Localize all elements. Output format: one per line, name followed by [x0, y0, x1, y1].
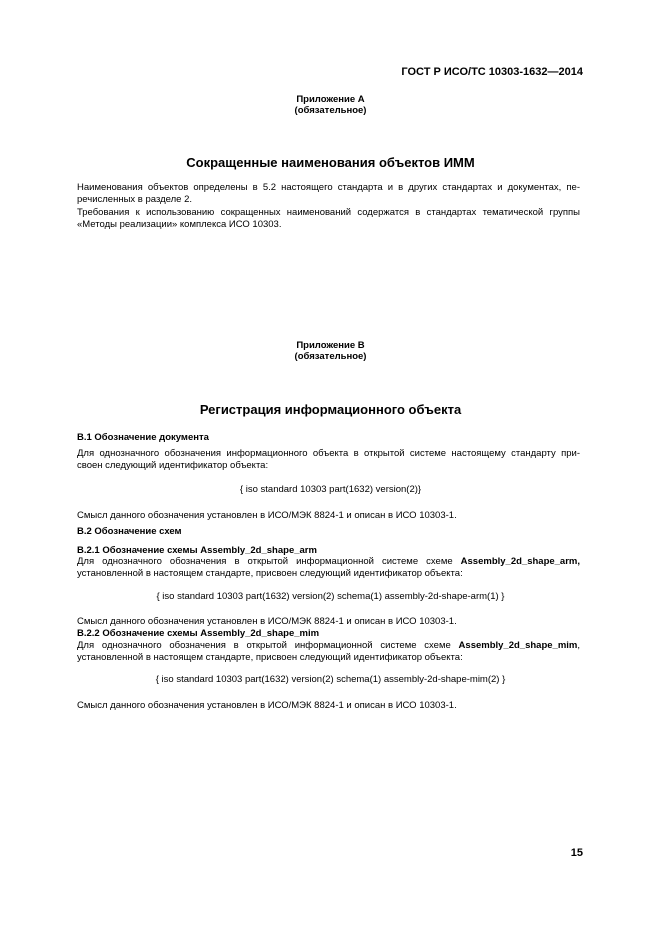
section-b1-paragraph-line-2: своен следующий идентификатор объекта: — [77, 460, 269, 471]
section-b21-paragraph-line-1 — [77, 556, 580, 569]
section-b1-identifier: { iso standard 10303 part(1632) version(2)} — [239, 484, 422, 495]
section-b21-paragraph-line-2: установленной в настоящем стандарте, присвоен следующий идентификатор объекта: — [77, 568, 463, 579]
annex-a-title: Сокращенные наименования объектов ИММ — [186, 155, 475, 170]
annex-a-paragraph-2-line-2: «Методы реализации» комплекса ИСО 10303. — [77, 219, 282, 230]
annex-b-label: Приложение В — [296, 340, 365, 351]
annex-a-label: Приложение А — [296, 94, 365, 105]
section-b21-schema-name: Assembly_2d_shape_arm, — [460, 556, 580, 567]
section-b22-p-pre: Для однозначного обозначения в открытой информационной системе схеме — [77, 640, 459, 651]
annex-a-p1-l1-text: Наименования объектов определены в 5.2 настоящего стандарта и в других стандартах и документах, пе- — [77, 182, 580, 193]
annex-a-paragraph-1-line-1 — [77, 182, 580, 195]
section-b22-paragraph-line-1 — [77, 640, 580, 653]
annex-b-title: Регистрация информационного объекта — [199, 402, 462, 417]
section-b2-heading: В.2 Обозначение схем — [77, 526, 182, 537]
section-b22-note: Смысл данного обозначения установлен в ИСО/МЭК 8824-1 и описан в ИСО 10303-1. — [77, 700, 457, 711]
annex-a-paragraph-1-line-2: речисленных в разделе 2. — [77, 194, 192, 205]
section-b21-p-pre: Для однозначного обозначения в открытой информационной системе схеме — [77, 556, 461, 567]
section-b1-note: Смысл данного обозначения установлен в ИСО/МЭК 8824-1 и описан в ИСО 10303-1. — [77, 510, 457, 521]
annex-a-status: (обязательное) — [294, 105, 367, 116]
section-b22-p-post: , — [577, 640, 580, 651]
section-b21-identifier: { iso standard 10303 part(1632) version(2) schema(1) assembly-2d-shape-arm(1) } — [156, 591, 505, 602]
section-b1-paragraph-line-1: Для однозначного обозначения информационного объекта в открытой системе настоящему стандарту при- — [77, 448, 580, 459]
section-b21-note: Смысл данного обозначения установлен в ИСО/МЭК 8824-1 и описан в ИСО 10303-1. — [77, 616, 457, 627]
section-b22-heading: В.2.2 Обозначение схемы Assembly_2d_shape_mim — [77, 628, 320, 639]
page-number: 15 — [570, 847, 583, 859]
annex-a-paragraph-2-line-1: Требования к использованию сокращенных наименований содержатся в стандартах тематической группы — [77, 207, 580, 218]
section-b21-heading: В.2.1 Обозначение схемы Assembly_2d_shape_arm — [77, 545, 317, 556]
annex-b-status: (обязательное) — [294, 351, 367, 362]
section-b1-heading: В.1 Обозначение документа — [77, 432, 209, 443]
section-b22-schema-name: Assembly_2d_shape_mim — [458, 640, 578, 651]
document-header: ГОСТ Р ИСО/ТС 10303-1632—2014 — [401, 66, 583, 78]
section-b22-paragraph-line-2: установленной в настоящем стандарте, присвоен следующий идентификатор объекта: — [77, 652, 463, 663]
section-b22-identifier: { iso standard 10303 part(1632) version(2) schema(1) assembly-2d-shape-mim(2) } — [155, 674, 506, 685]
